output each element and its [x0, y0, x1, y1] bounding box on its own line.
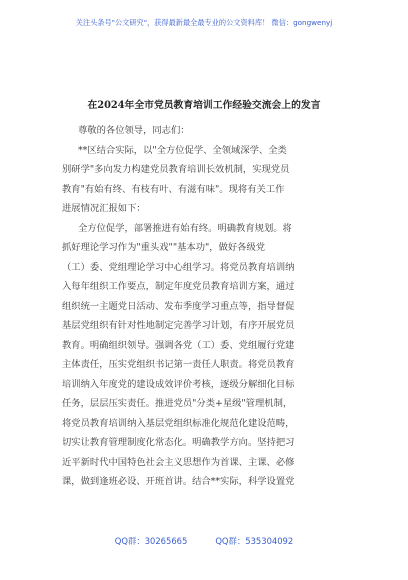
paragraph-line: 抓好理论学习作为"重头戏""基本功"，做好各级党 [62, 242, 266, 253]
paragraph-line: 教育。明确组织领导。强调各党（工）委、党组履行党建 [62, 339, 295, 351]
document-body [62, 118, 354, 492]
salutation-line: 尊敬的各位领导，同志们： [78, 125, 190, 136]
paragraph-line: 基层党组织有针对性地制定完善学习计划，有序开展党员 [62, 320, 295, 331]
qq-group-1: QQ群：30265665 [114, 536, 188, 546]
paragraph-line: （工）委、党组理论学习中心组学习。将党员教育培训纳 [62, 261, 295, 273]
paragraph-line: 入每年组织工作要点，制定年度党员教育培训方案，通过 [62, 281, 295, 292]
paragraph-line: 切实让教育管理制度化常态化。明确教学方向。坚持把习 [62, 437, 295, 448]
paragraph-line: 组织统一主题党日活动、发布季度学习重点等，指导督促 [62, 300, 295, 312]
paragraph-line: 全方位促学，部署推进有始有终。明确教育规划。将 [78, 222, 292, 234]
footer [0, 535, 408, 547]
paragraph-line: 将党员教育培训纳入基层党组织标准化规范化建设范畴， [62, 417, 295, 429]
salutation [62, 121, 354, 141]
paragraph-line: 培训纳入年度党的建设成效评价考核，逐级分解细化目标 [62, 378, 295, 390]
qq-group-2: QQ群：535304092 [215, 536, 294, 546]
paragraph-intro [62, 141, 354, 219]
paragraph-line: 课，做到逢班必设、开班首讲。结合**实际，科学设置党 [62, 476, 295, 487]
paragraph-line: 教育"有始有终、有枝有叶、有滋有味"。现将有关工作 [62, 183, 285, 195]
document-title: 在2024年全市党员教育培训工作经验交流会上的发言 [87, 100, 321, 111]
paragraph-line: 近平新时代中国特色社会主义思想作为首课、主课、必修 [62, 456, 295, 468]
paragraph-line: 别研学"多向发力构建党员教育培训长效机制，实现党员 [62, 164, 290, 175]
paragraph-line: 进展情况汇报如下： [62, 203, 146, 214]
paragraph-line: **区结合实际，以"全方位促学、全领域深学、全类 [78, 144, 287, 156]
paragraph-line: 主体责任，压实党组织书记第一责任人职责。将党员教育 [62, 359, 295, 370]
paragraph-section-1 [62, 219, 354, 492]
header-banner: 关注头条号"公文研究"，获得最新最全最专业的公文资料库！ 微信：gongwenyj [75, 18, 333, 27]
paragraph-line: 任务，层层压实责任。推进党员"分类+星级"管理机制， [62, 398, 293, 409]
